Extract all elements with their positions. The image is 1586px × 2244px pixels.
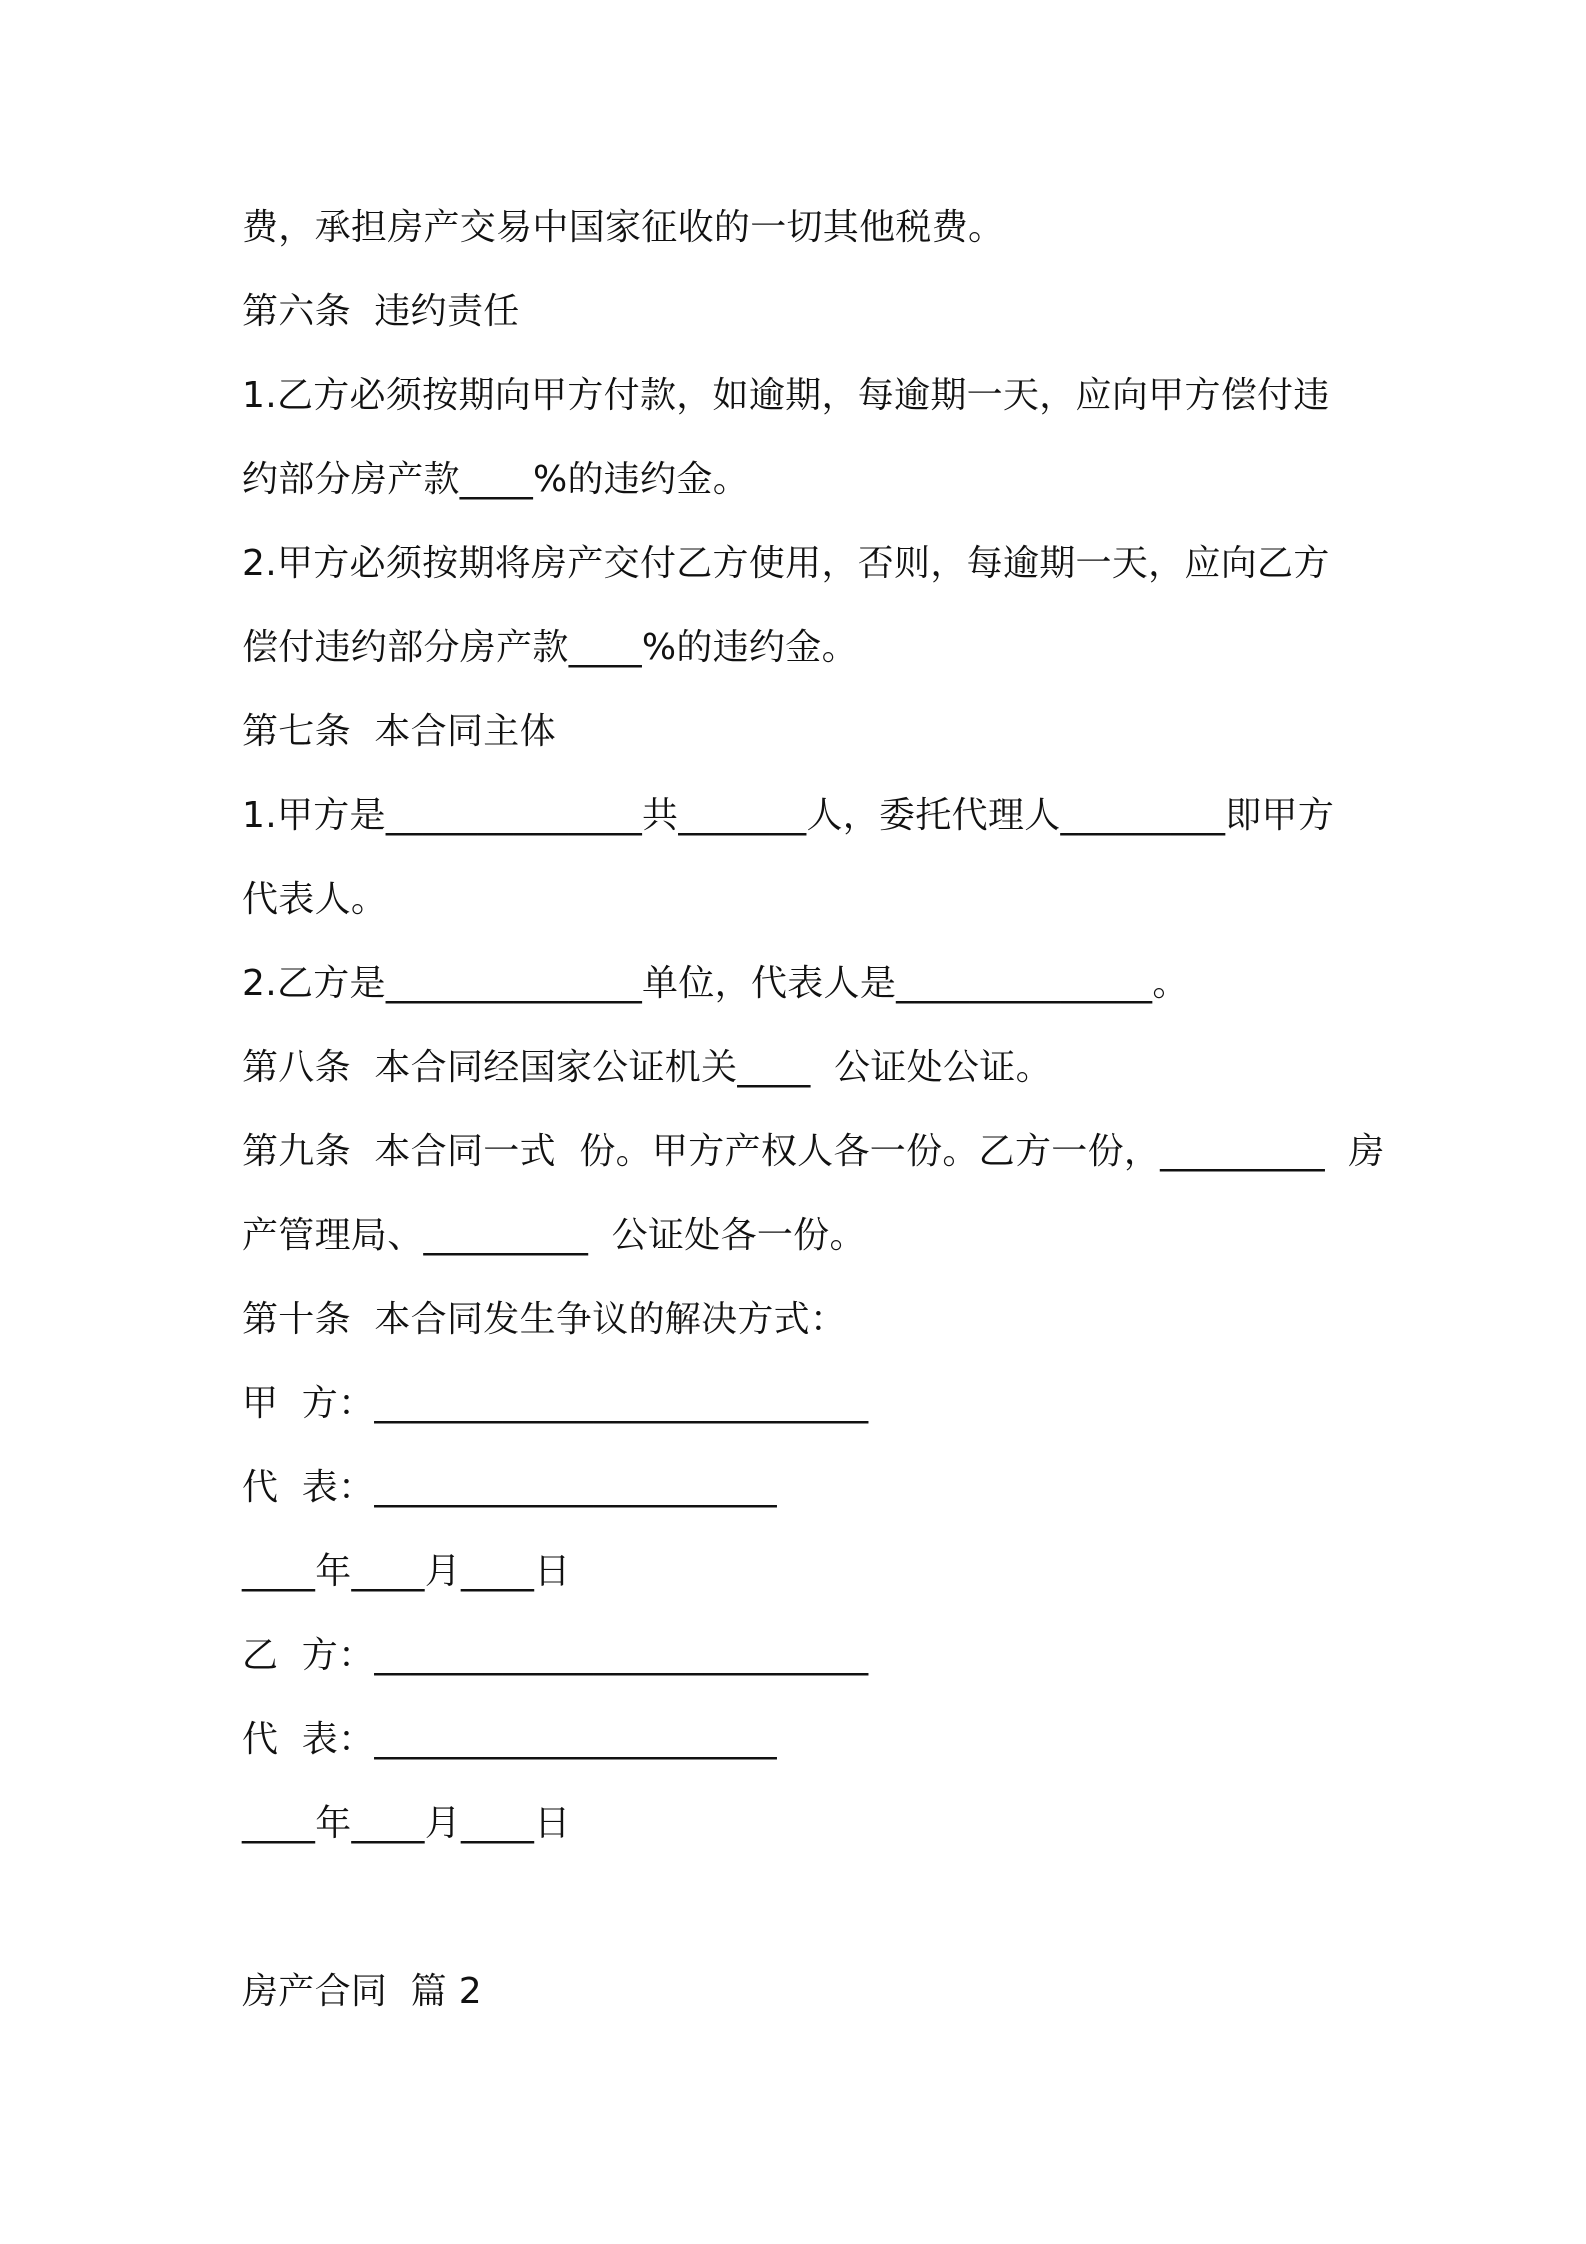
party-a-representative-line: 代 表：______________________ — [242, 1467, 777, 1508]
party-a-signature-line: 甲 方：___________________________ — [242, 1383, 869, 1424]
article-7-heading: 第七条 本合同主体 — [242, 711, 556, 752]
article-9-line-1: 第九条 本合同一式 份。甲方产权人各一份。乙方一份，_________ 房 — [242, 1131, 1385, 1172]
party-b-date-line: ____年____月____日 — [242, 1803, 571, 1844]
article-9-line-2: 产管理局、_________ 公证处各一份。 — [242, 1215, 866, 1256]
party-b-signature-line: 乙 方：___________________________ — [242, 1635, 869, 1676]
article-6-item-2-line-1: 2.甲方必须按期将房产交付乙方使用，否则，每逾期一天，应向乙方 — [242, 543, 1330, 584]
document-body — [242, 186, 1442, 2034]
article-6-heading: 第六条 违约责任 — [242, 291, 520, 332]
article-7-item-1-line-2: 代表人。 — [242, 879, 388, 920]
article-7-item-1-line-1: 1.甲方是______________共_______人，委托代理人_________即甲方 — [242, 795, 1335, 836]
article-10-heading: 第十条 本合同发生争议的解决方式： — [242, 1299, 847, 1340]
party-b-representative-line: 代 表：______________________ — [242, 1719, 777, 1760]
article-6-item-1-line-2: 约部分房产款____%的违约金。 — [242, 459, 750, 500]
article-6-item-1-line-1: 1.乙方必须按期向甲方付款，如逾期，每逾期一天，应向甲方偿付违 — [242, 375, 1330, 416]
next-section-title: 房产合同 篇 2 — [242, 1971, 482, 2012]
tax-clause-continuation: 费，承担房产交易中国家征收的一切其他税费。 — [242, 207, 1005, 248]
party-a-date-line: ____年____月____日 — [242, 1551, 571, 1592]
article-6-item-2-line-2: 偿付违约部分房产款____%的违约金。 — [242, 627, 858, 668]
article-8: 第八条 本合同经国家公证机关____ 公证处公证。 — [242, 1047, 1052, 1088]
article-7-item-2: 2.乙方是______________单位，代表人是______________。 — [242, 963, 1189, 1004]
